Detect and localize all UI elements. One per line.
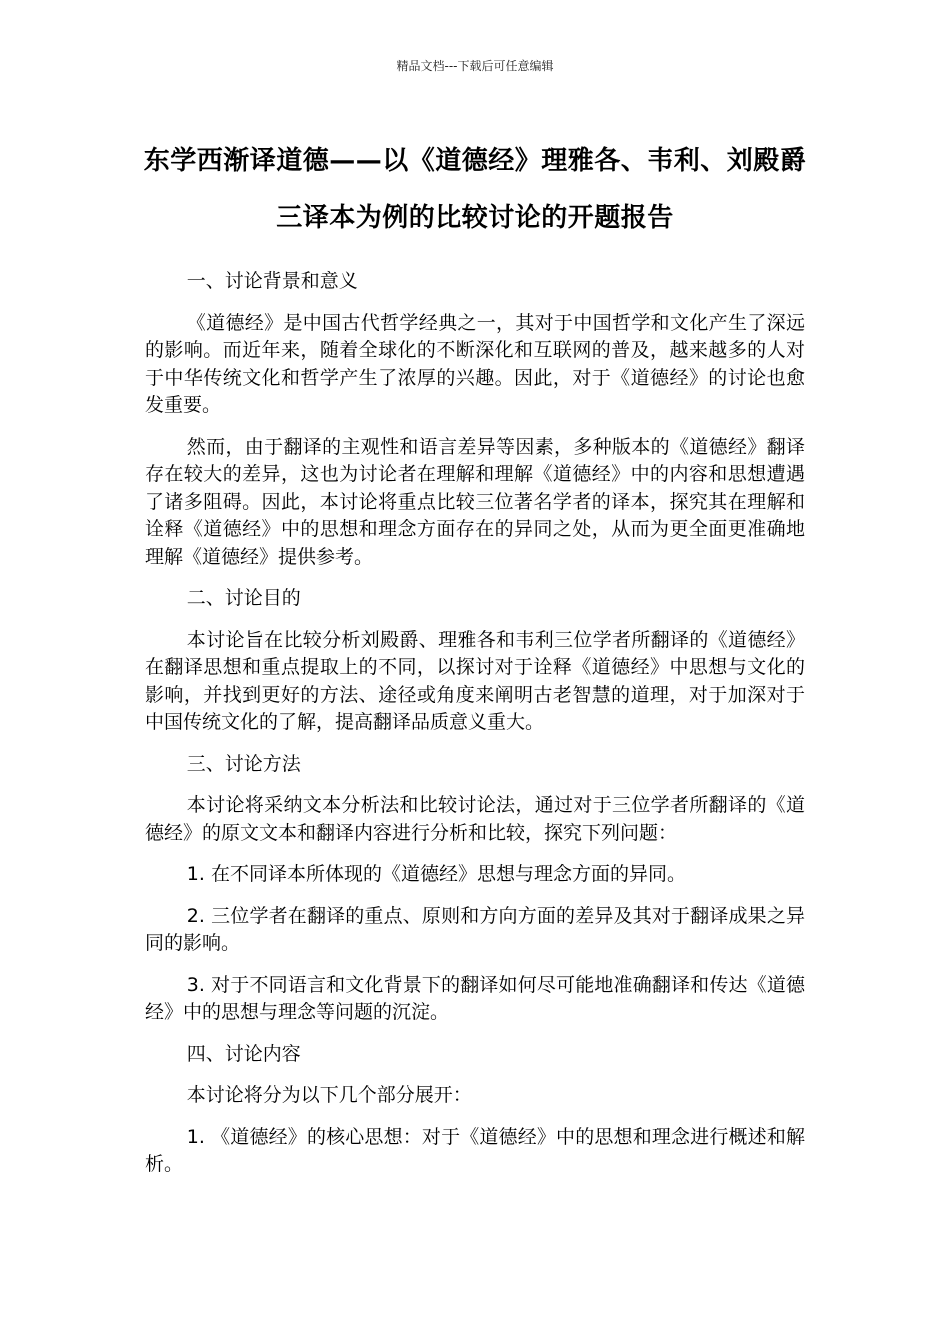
- section-3-heading: 三、讨论方法: [186, 752, 301, 775]
- header-note: 精品文档---下载后可任意编辑: [396, 59, 554, 73]
- document-title: 东学西渐译道德——以《道德经》理雅各、韦利、刘殿爵三译本为例的比较讨论的开题报告: [143, 146, 807, 233]
- section-1-heading: 一、讨论背景和意义: [186, 270, 358, 292]
- section-3-list-item-1: 1. 在不同译本所体现的《道德经》思想与理念方面的异同。: [186, 863, 686, 885]
- section-2-heading: 二、讨论目的: [186, 587, 301, 609]
- document-body: [145, 268, 805, 1193]
- section-4-paragraph-1: 本讨论将分为以下几个部分展开：: [186, 1084, 472, 1106]
- section-4-heading: 四、讨论内容: [186, 1042, 301, 1065]
- section-3-paragraph-1: 本讨论将采纳文本分析法和比较讨论法，通过对于三位学者所翻译的《道德经》的原文文本和翻译内容进行分析和比较，探究下列问题：: [145, 794, 805, 844]
- section-4-list-item-1: 1. 《道德经》的核心思想：对于《道德经》中的思想和理念进行概述和解析。: [145, 1125, 805, 1175]
- section-1-paragraph-2: 然而，由于翻译的主观性和语言差异等因素，多种版本的《道德经》翻译存在较大的差异，这也为讨论者在理解和理解《道德经》中的内容和思想遭遇了诸多阻碍。因此，本讨论将重点比较三位著名学者的译本，探究其在理解和诠释《道德经》中的思想和理念方面存在的异同之处，从而为更全面更准确地理解《道德经》提供参考。: [145, 435, 805, 568]
- section-1-paragraph-1: 《道德经》是中国古代哲学经典之一，其对于中国哲学和文化产生了深远的影响。而近年来，随着全球化的不断深化和互联网的普及，越来越多的人对于中华传统文化和哲学产生了浓厚的兴趣。因此，对于《道德经》的讨论也愈发重要。: [145, 311, 805, 416]
- section-2-paragraph-1: 本讨论旨在比较分析刘殿爵、理雅各和韦利三位学者所翻译的《道德经》在翻译思想和重点提取上的不同，以探讨对于诠释《道德经》中思想与文化的影响，并找到更好的方法、途径或角度来阐明古老智慧的道理，对于加深对于中国传统文化的了解，提高翻译品质意义重大。: [145, 628, 805, 733]
- section-3-list-item-3: 3. 对于不同语言和文化背景下的翻译如何尽可能地准确翻译和传达《道德经》中的思想与理念等问题的沉淀。: [145, 973, 805, 1023]
- section-3-list-item-2: 2. 三位学者在翻译的重点、原则和方向方面的差异及其对于翻译成果之异同的影响。: [145, 904, 805, 954]
